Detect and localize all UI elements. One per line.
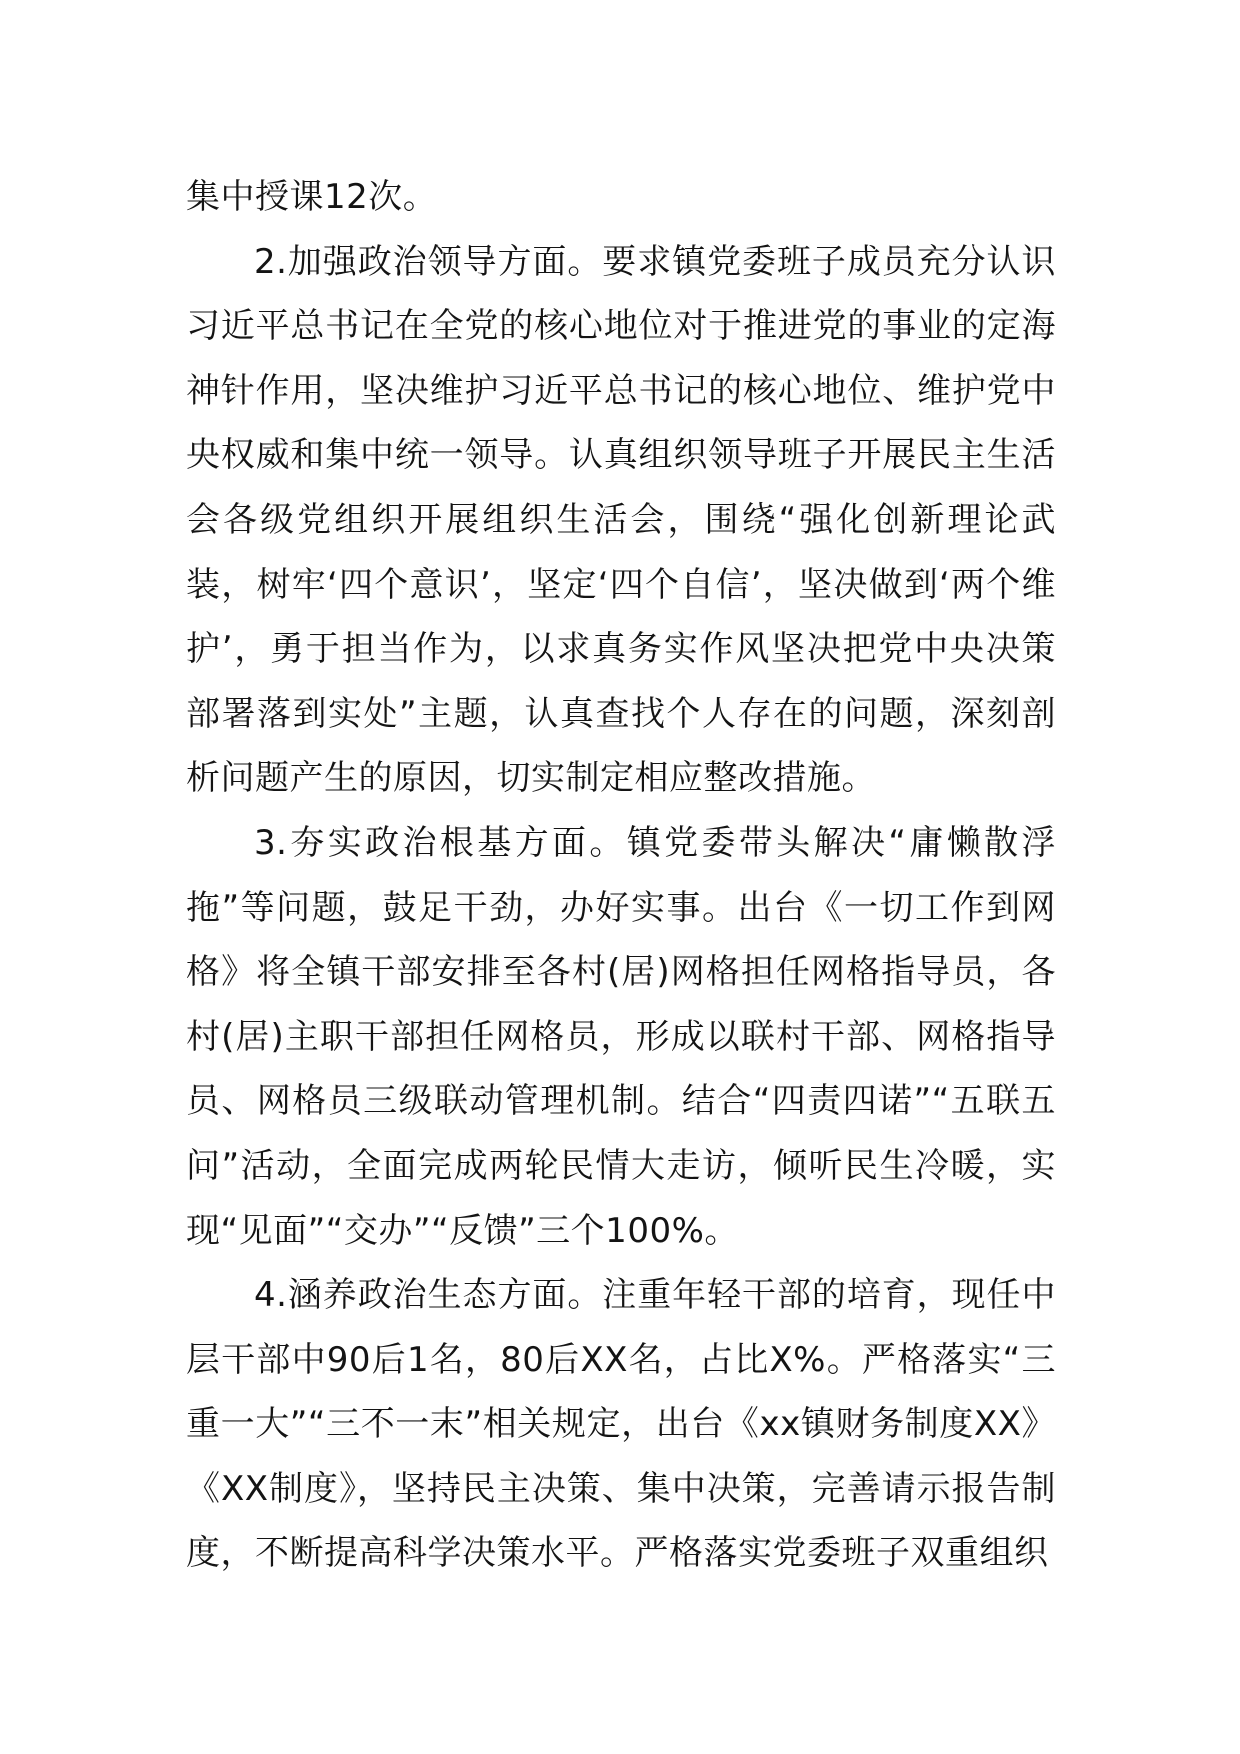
document-body	[186, 165, 1056, 1586]
paragraph-political-foundation: 3.夯实政治根基方面。镇党委带头解决“庸懒散浮拖”等问题，鼓足干劲，办好实事。出台《一切工作到网格》将全镇干部安排至各村(居)网格担任网格指导员，各村(居)主职干部担任网格员，形成以联村干部、网格指导员、网格员三级联动管理机制。结合“四责四诺”“五联五问”活动，全面完成两轮民情大走访，倾听民生冷暖，实现“见面”“交办”“反馈”三个100%。	[186, 822, 1056, 1251]
paragraph-political-ecology: 4.涵养政治生态方面。注重年轻干部的培育，现任中层干部中90后1名，80后XX名，占比X%。严格落实“三重一大”“三不一末”相关规定，出台《xx镇财务制度XX》《XX制度》，坚持民主决策、集中决策，完善请示报告制度，不断提高科学决策水平。严格落实党委班子双重组织	[186, 1275, 1056, 1574]
paragraph-political-leadership: 2.加强政治领导方面。要求镇党委班子成员充分认识习近平总书记在全党的核心地位对于推进党的事业的定海神针作用，坚决维护习近平总书记的核心地位、维护党中央权威和集中统一领导。认真组织领导班子开展民主生活会各级党组织开展组织生活会，围绕“强化创新理论武装，树牢‘四个意识’，坚定‘四个自信’，坚决做到‘两个维护’，勇于担当作为，以求真务实作风坚决把党中央决策部署落到实处”主题，认真查找个人存在的问题，深刻剖析问题产生的原因，切实制定相应整改措施。	[186, 241, 1056, 799]
paragraph-continuation: 集中授课12次。	[186, 177, 438, 217]
